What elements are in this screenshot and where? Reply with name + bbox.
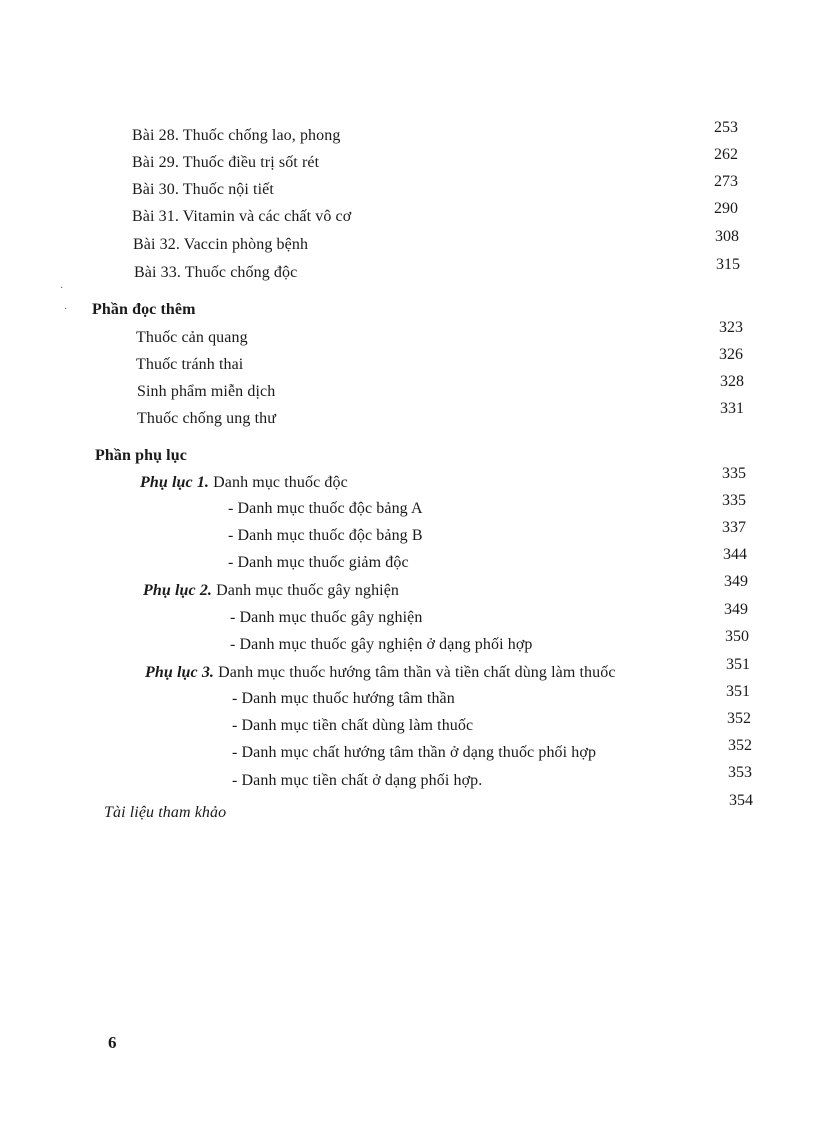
toc-page-reading-1: 323 [719, 319, 743, 336]
toc-entry-appendix-1-2[interactable]: - Danh mục thuốc độc bảng B [228, 527, 423, 544]
toc-entry-reading-1[interactable]: Thuốc cản quang [136, 329, 248, 346]
toc-page-lesson-28: 253 [714, 119, 738, 136]
toc-page-lesson-33: 315 [716, 256, 740, 273]
toc-page-appendix-1-3: 344 [723, 546, 747, 563]
toc-entry-reading-4[interactable]: Thuốc chống ung thư [137, 410, 276, 427]
toc-page-reading-2: 326 [719, 346, 743, 363]
toc-entry-lesson-33[interactable]: Bài 33. Thuốc chống độc [134, 264, 298, 281]
toc-page-appendix-2: 349 [724, 573, 748, 590]
toc-page-reading-4: 331 [720, 400, 744, 417]
toc-page-appendix-2-2: 350 [725, 628, 749, 645]
appendix-label: Phụ lục 2. [143, 582, 213, 599]
toc-page-lesson-31: 290 [714, 200, 738, 217]
toc-page-lesson-32: 308 [715, 228, 739, 245]
toc-entry-appendix-2-2[interactable]: - Danh mục thuốc gây nghiện ở dạng phối hợp [230, 636, 533, 653]
toc-entry-reading-2[interactable]: Thuốc tránh thai [136, 356, 244, 373]
appendix-label: Phụ lục 3. [145, 664, 215, 681]
toc-page-appendix-2-1: 349 [724, 601, 748, 618]
toc-page-appendix-1-1: 335 [722, 492, 746, 509]
toc-page-appendix-3-4: 353 [728, 764, 752, 781]
section-heading-reading: Phần đọc thêm [92, 301, 196, 318]
appendix-title: Danh mục thuốc hướng tâm thần và tiền chất dùng làm thuốc [218, 664, 616, 681]
toc-page-lesson-29: 262 [714, 146, 738, 163]
toc-entry-lesson-32[interactable]: Bài 32. Vaccin phòng bệnh [133, 236, 309, 253]
toc-page-reading-3: 328 [720, 373, 744, 390]
toc-entry-lesson-29[interactable]: Bài 29. Thuốc điều trị sốt rét [132, 154, 320, 171]
toc-entry-appendix-3-2[interactable]: - Danh mục tiền chất dùng làm thuốc [232, 717, 474, 734]
toc-page-references: 354 [729, 792, 753, 809]
toc-entry-appendix-1[interactable] [140, 474, 348, 492]
toc-entry-appendix-3-3[interactable]: - Danh mục chất hướng tâm thần ở dạng thuốc phối hợp [232, 744, 597, 761]
toc-page-appendix-1: 335 [722, 465, 746, 482]
toc-entry-appendix-2[interactable] [143, 582, 399, 600]
appendix-title: Danh mục thuốc gây nghiện [216, 582, 400, 599]
toc-page-appendix-3-3: 352 [728, 737, 752, 754]
appendix-label: Phụ lục 1. [140, 474, 210, 491]
scan-mark: · [60, 283, 64, 294]
scan-mark: · [64, 304, 68, 315]
toc-entry-appendix-3-1[interactable]: - Danh mục thuốc hướng tâm thần [232, 690, 455, 707]
toc-page-appendix-3-2: 352 [727, 710, 751, 727]
toc-entry-appendix-3-4[interactable]: - Danh mục tiền chất ở dạng phối hợp. [232, 772, 483, 789]
page-number: 6 [108, 1033, 117, 1052]
toc-page-appendix-1-2: 337 [722, 519, 746, 536]
toc-entry-lesson-30[interactable]: Bài 30. Thuốc nội tiết [132, 181, 274, 198]
toc-page-appendix-3: 351 [726, 656, 750, 673]
toc-entry-appendix-1-3[interactable]: - Danh mục thuốc giảm độc [228, 554, 409, 571]
toc-page-appendix-3-1: 351 [726, 683, 750, 700]
appendix-title: Danh mục thuốc độc [213, 474, 348, 491]
toc-entry-appendix-2-1[interactable]: - Danh mục thuốc gây nghiện [230, 609, 423, 626]
toc-entry-references[interactable]: Tài liệu tham khảo [104, 804, 227, 821]
toc-entry-lesson-31[interactable]: Bài 31. Vitamin và các chất vô cơ [132, 208, 352, 225]
toc-page-lesson-30: 273 [714, 173, 738, 190]
toc-entry-appendix-1-1[interactable]: - Danh mục thuốc độc bảng A [228, 500, 423, 517]
toc-entry-appendix-3[interactable] [145, 664, 616, 682]
toc-entry-reading-3[interactable]: Sinh phẩm miễn dịch [137, 383, 276, 400]
toc-entry-lesson-28[interactable]: Bài 28. Thuốc chống lao, phong [132, 127, 341, 144]
section-heading-appendix: Phần phụ lục [95, 447, 187, 464]
